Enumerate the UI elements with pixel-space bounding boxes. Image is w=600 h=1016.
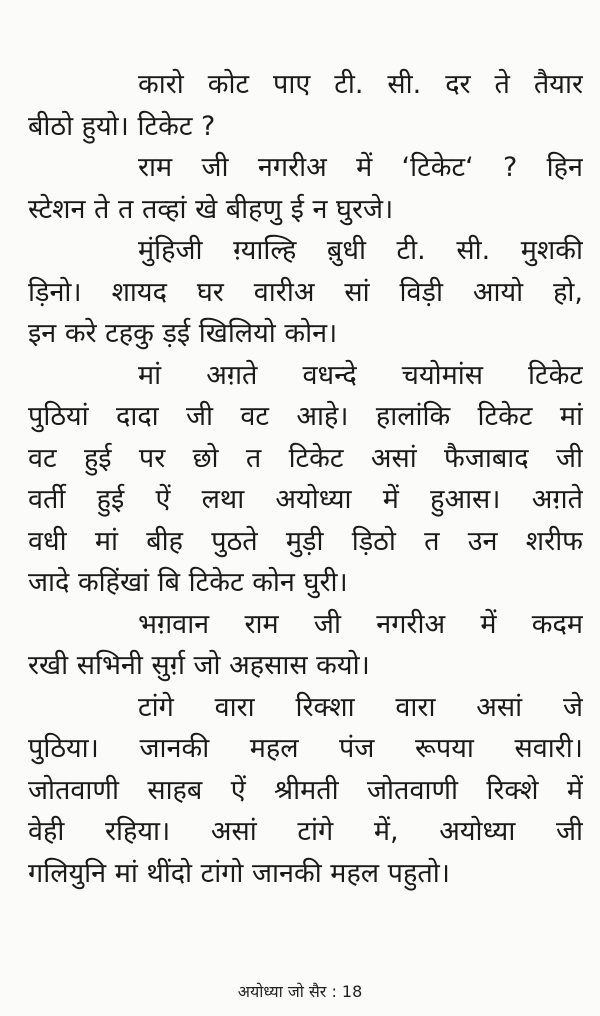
text-line: टांगे वारा रिक्शा वारा असां जे xyxy=(138,691,583,723)
text-line: पुठियां दादा जी वट आहे। हालांकि टिकेट मां xyxy=(28,401,583,432)
text-line: वेही रहिया। असां टांगे में, अयोध्या जी xyxy=(28,816,583,847)
text-line: मुंहिजी ग़्याल्हि ब़ुधी टी. सी. मुशकी xyxy=(138,235,583,266)
text-line: इन करे टहकु ड़ई खिलियो कोन। xyxy=(28,318,338,349)
text-line: जादे कहिंखां बि टिकेट कोन घुरी। xyxy=(28,567,348,598)
body-text xyxy=(28,64,583,894)
text-line: पुठिया। जानकी महल पंज रूपया सवारी। xyxy=(28,733,583,764)
text-line: वट हुई पर छो त टिकेट असां फैजाबाद जी xyxy=(28,442,583,474)
page-footer: अयोध्या जो सैर : 18 xyxy=(237,982,363,1001)
text-line: राम जी नगरीअ में ‘टिकेट‘ ? हिन xyxy=(138,152,583,183)
text-line: जोतवाणी साहब ऐं श्रीमती जोतवाणी रिक्शे में xyxy=(28,774,583,806)
text-line: रखी सभिनी सुर्ग़ जो अहसास कयो। xyxy=(28,650,370,681)
text-line: कारो कोट पाए टी. सी. दर ते तैयार xyxy=(138,69,583,100)
text-line: मां अग़ते वधन्दे चयोमांस टिकेट xyxy=(138,359,583,391)
text-line: स्टेशन ते त तव्हां खे बीहणु ई न घुरजे। xyxy=(28,193,394,225)
text-line: गलियुनि मां थींदो टांगो जानकी महल पहुतो। xyxy=(28,857,450,889)
text-line: वर्ती हुई ऐं लथा अयोध्या में हुआस। अग़ते xyxy=(28,484,583,515)
text-line: भग़वान राम जी नगरीअ में कदम xyxy=(138,608,583,640)
text-line: वधी मां बीह पुठते मुड़ी ड़िठो त उन शरीफ xyxy=(28,525,583,557)
text-line: बीठो हुयो। टिकेट ? xyxy=(28,110,216,142)
text-line: ड़िनो। शायद घर वारीअ सां विड़ी आयो हो, xyxy=(28,276,583,308)
